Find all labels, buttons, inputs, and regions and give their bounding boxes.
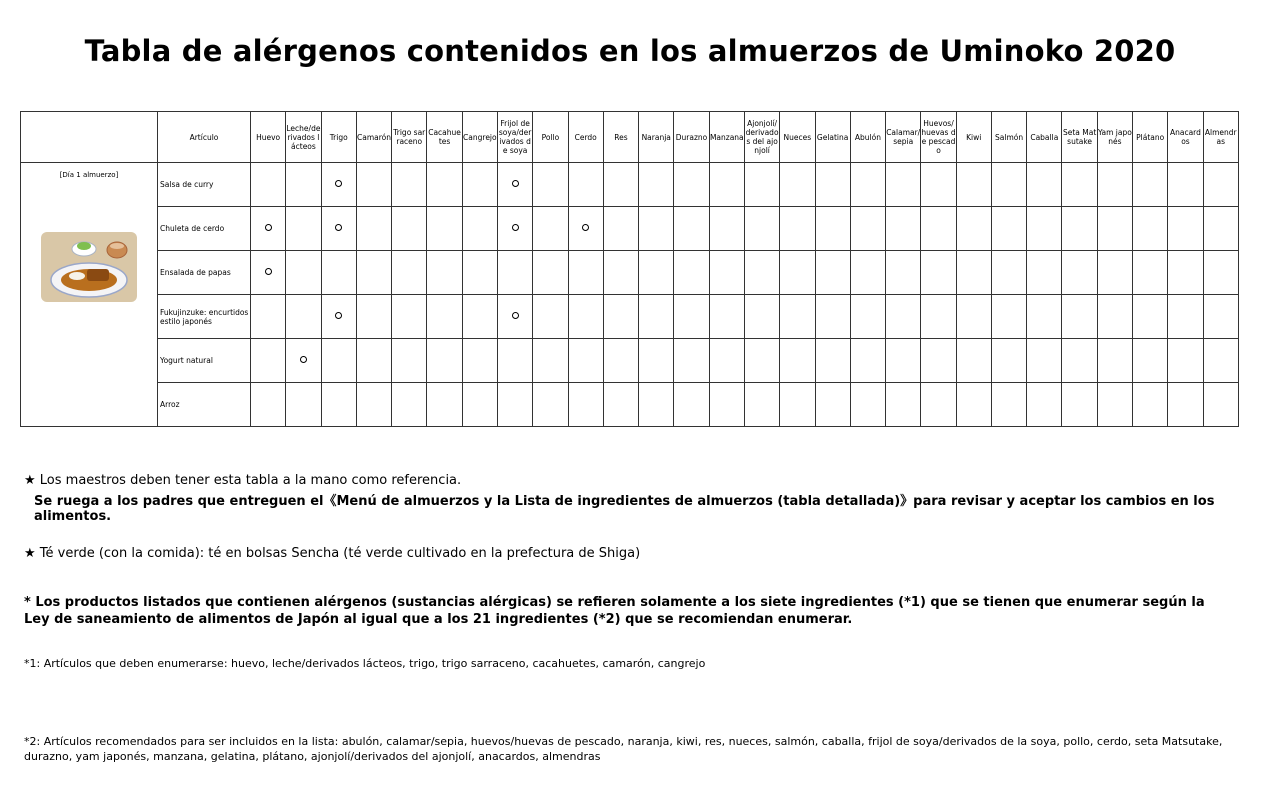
allergen-cell [1062,207,1097,251]
allergen-cell [1097,383,1132,427]
allergen-cell [991,295,1026,339]
menu-item-name: Ensalada de papas [158,251,251,295]
allergen-cell [286,339,321,383]
allergen-cell [639,339,674,383]
allergen-cell [1168,295,1203,339]
reference-note: ★ Los maestros deben tener esta tabla a la mano como referencia. [24,473,462,488]
allergen-cell [251,383,286,427]
allergen-cell [603,163,638,207]
allergen-header-25: Plátano [1133,112,1168,163]
allergen-header-24: Yam japonés [1097,112,1132,163]
green-tea-note: ★ Té verde (con la comida): té en bolsas Sencha (té verde cultivado en la prefectura de Shiga) [24,546,641,561]
page-title: Tabla de alérgenos contenidos en los almuerzos de Uminoko 2020 [84,34,1176,68]
allergen-cell [533,383,568,427]
allergen-header-5: Cacahuetes [427,112,462,163]
allergen-header-2: Trigo [321,112,356,163]
allergen-cell [709,295,744,339]
allergen-cell [356,207,391,251]
allergen-header-9: Cerdo [568,112,603,163]
allergen-cell [1027,295,1062,339]
allergen-cell [850,383,885,427]
allergen-cell [356,383,391,427]
allergen-cell [674,163,709,207]
table-row [21,295,1239,339]
allergen-cell [991,339,1026,383]
allergen-cell [1203,207,1238,251]
allergen-cell [462,251,497,295]
recommended-items-note: *2: Artículos recomendados para ser incluidos en la lista: abulón, calamar/sepia, huevos/huevas de pescado, naranja, kiwi, res, nueces, salmón, caballa, frijol de soya/derivados de la soya, pollo, cerdo, seta Matsutake, durazno, yam japonés, manzana, gelatina, plátano, ajonjolí/derivados del ajonjolí, anacardos, almendras [24,735,1223,763]
allergen-cell [286,383,321,427]
allergen-cell [1062,383,1097,427]
allergen-cell [533,163,568,207]
allergen-cell [1062,163,1097,207]
allergen-cell [709,163,744,207]
allergen-cell [1203,383,1238,427]
allergen-cell [780,163,815,207]
allergen-header-17: Abulón [850,112,885,163]
allergen-cell [639,207,674,251]
allergen-cell [1027,207,1062,251]
allergen-cell [850,251,885,295]
allergen-cell [886,295,921,339]
allergen-cell [780,207,815,251]
allergen-cell [533,207,568,251]
allergen-cell [603,251,638,295]
allergen-header-21: Salmón [991,112,1026,163]
allergen-cell [886,163,921,207]
allergen-cell [886,251,921,295]
allergen-cell [568,251,603,295]
allergen-cell [497,383,532,427]
allergen-header-0: Huevo [251,112,286,163]
allergen-cell [603,295,638,339]
allergen-cell [815,295,850,339]
allergen-cell [744,339,779,383]
allergen-cell [921,251,956,295]
allergen-cell [1168,251,1203,295]
allergen-header-10: Res [603,112,638,163]
allergen-cell [991,207,1026,251]
contains-mark-icon [335,180,342,187]
allergen-header-7: Frijol de soya/derivados de soya [497,112,532,163]
allergen-cell [356,295,391,339]
allergen-cell [674,339,709,383]
allergen-cell [356,251,391,295]
allergen-cell [1027,383,1062,427]
allergen-cell [427,251,462,295]
allergen-cell [568,207,603,251]
allergen-cell [321,383,356,427]
allergen-cell [709,339,744,383]
allergen-cell [850,207,885,251]
contains-mark-icon [512,224,519,231]
allergen-cell [1062,295,1097,339]
allergen-cell [921,207,956,251]
allergen-cell [639,251,674,295]
allergen-cell [815,339,850,383]
allergen-cell [709,207,744,251]
allergen-cell [780,383,815,427]
allergen-cell [956,251,991,295]
table-row [21,339,1239,383]
mandatory-items-note: *1: Artículos que deben enumerarse: huevo, leche/derivados lácteos, trigo, trigo sarraceno, cacahuetes, camarón, cangrejo [24,657,706,670]
allergen-cell [427,207,462,251]
day-cell [21,163,158,427]
allergen-cell [462,163,497,207]
allergen-cell [815,251,850,295]
allergen-cell [286,251,321,295]
allergen-cell [956,383,991,427]
allergen-header-13: Manzana [709,112,744,163]
allergen-cell [639,383,674,427]
allergen-cell [744,295,779,339]
allergen-cell [850,163,885,207]
allergen-cell [603,383,638,427]
contains-mark-icon [265,224,272,231]
allergen-cell [956,163,991,207]
allergen-cell [815,163,850,207]
allergen-cell [568,383,603,427]
allergen-cell [991,163,1026,207]
table-row [21,163,1239,207]
allergen-cell [1133,251,1168,295]
allergen-cell [533,339,568,383]
allergen-cell [462,207,497,251]
allergen-cell [251,295,286,339]
allergen-cell [533,295,568,339]
allergen-header-22: Caballa [1027,112,1062,163]
allergen-cell [1027,163,1062,207]
allergen-cell [956,295,991,339]
contains-mark-icon [265,268,272,275]
allergen-cell [321,251,356,295]
allergen-cell [744,207,779,251]
allergen-cell [921,295,956,339]
allergen-header-26: Anacardos [1168,112,1203,163]
allergen-cell [674,383,709,427]
allergen-header-16: Gelatina [815,112,850,163]
allergen-header-12: Durazno [674,112,709,163]
contains-mark-icon [335,312,342,319]
allergen-cell [392,383,427,427]
allergen-cell [1133,163,1168,207]
contains-mark-icon [335,224,342,231]
menu-item-name: Chuleta de cerdo [158,207,251,251]
allergen-cell [497,295,532,339]
allergen-cell [356,163,391,207]
table-row [21,383,1239,427]
allergen-cell [462,383,497,427]
allergen-cell [1203,295,1238,339]
allergen-cell [639,163,674,207]
allergen-cell [956,207,991,251]
allergen-cell [321,339,356,383]
allergen-cell [1027,339,1062,383]
allergen-cell [815,207,850,251]
allergen-cell [886,339,921,383]
day-label: [Día 1 almuerzo] [59,171,119,179]
allergen-cell [850,295,885,339]
allergen-cell [568,163,603,207]
allergen-cell [321,163,356,207]
allergen-cell [286,163,321,207]
allergen-cell [639,295,674,339]
allergen-cell [956,339,991,383]
allergen-cell [1097,295,1132,339]
allergen-cell [815,383,850,427]
allergen-cell [780,339,815,383]
allergen-cell [1027,251,1062,295]
allergen-cell [568,295,603,339]
menu-item-name: Fukujinzuke: encurtidos estilo japonés [158,295,251,339]
corner-cell [21,112,158,163]
table-row [21,207,1239,251]
allergen-cell [886,207,921,251]
allergen-cell [1203,163,1238,207]
allergen-cell [921,339,956,383]
allergen-cell [1133,339,1168,383]
allergen-cell [850,339,885,383]
allergen-cell [1097,339,1132,383]
allergen-header-23: Seta Matsutake [1062,112,1097,163]
allergen-header-19: Huevos/huevas de pescado [921,112,956,163]
contains-mark-icon [512,312,519,319]
allergen-cell [1097,251,1132,295]
allergen-law-note: * Los productos listados que contienen alérgenos (sustancias alérgicas) se refieren solamente a los siete ingredientes (*1) que se tienen que enumerar según la Ley de saneamiento de alimentos de Japón al igual que a los 21 ingredientes (*2) que se recomiendan enumerar. [24,595,1205,627]
allergen-cell [1097,163,1132,207]
allergen-cell [674,207,709,251]
allergen-header-18: Calamar/sepia [886,112,921,163]
parents-request-note: Se ruega a los padres que entreguen el《Menú de almuerzos y la Lista de ingredientes de almuerzos (tabla detallada)》para revisar y aceptar los cambios en los alimentos. [34,494,1215,524]
allergen-cell [744,251,779,295]
allergen-cell [321,295,356,339]
allergen-cell [356,339,391,383]
allergen-cell [780,251,815,295]
table-row [21,251,1239,295]
allergen-cell [497,207,532,251]
allergen-cell [462,295,497,339]
contains-mark-icon [582,224,589,231]
allergen-cell [991,383,1026,427]
allergen-cell [286,207,321,251]
allergen-cell [744,163,779,207]
item-column-header: Artículo [158,112,251,163]
allergen-header-14: Ajonjolí/derivados del ajonjolí [744,112,779,163]
allergen-cell [886,383,921,427]
menu-item-name: Salsa de curry [158,163,251,207]
allergen-cell [921,383,956,427]
allergen-cell [1168,383,1203,427]
allergen-cell [1133,207,1168,251]
allergen-cell [392,251,427,295]
allergen-header-1: Leche/derivados lácteos [286,112,321,163]
allergen-cell [1062,339,1097,383]
allergen-cell [1097,207,1132,251]
allergen-cell [427,383,462,427]
allergen-cell [1203,339,1238,383]
allergen-cell [251,339,286,383]
allergen-cell [1133,383,1168,427]
allergen-cell [497,163,532,207]
allergen-cell [780,295,815,339]
allergen-cell [392,207,427,251]
allergen-cell [427,295,462,339]
allergen-cell [1062,251,1097,295]
allergen-cell [709,251,744,295]
allergen-cell [427,339,462,383]
allergen-cell [603,339,638,383]
allergen-cell [674,251,709,295]
table-header-row [21,112,1239,163]
allergen-cell [321,207,356,251]
menu-item-name: Yogurt natural [158,339,251,383]
allergen-header-27: Almendras [1203,112,1238,163]
allergen-cell [251,207,286,251]
allergen-cell [991,251,1026,295]
allergen-cell [427,163,462,207]
allergen-cell [1133,295,1168,339]
menu-item-name: Arroz [158,383,251,427]
allergen-header-15: Nueces [780,112,815,163]
allergen-header-20: Kiwi [956,112,991,163]
allergen-cell [251,251,286,295]
allergen-cell [392,339,427,383]
allergen-cell [1168,339,1203,383]
allergen-cell [251,163,286,207]
allergen-header-3: Camarón [356,112,391,163]
allergen-cell [462,339,497,383]
allergen-header-4: Trigo sarraceno [392,112,427,163]
allergen-header-6: Cangrejo [462,112,497,163]
allergen-cell [497,251,532,295]
contains-mark-icon [512,180,519,187]
allergen-cell [392,295,427,339]
allergen-table [20,111,1239,427]
allergen-cell [533,251,568,295]
allergen-cell [1168,207,1203,251]
allergen-cell [674,295,709,339]
allergen-header-11: Naranja [639,112,674,163]
allergen-cell [1168,163,1203,207]
allergen-cell [1203,251,1238,295]
allergen-cell [603,207,638,251]
contains-mark-icon [300,356,307,363]
allergen-cell [497,339,532,383]
allergen-cell [392,163,427,207]
allergen-header-8: Pollo [533,112,568,163]
allergen-cell [568,339,603,383]
allergen-cell [744,383,779,427]
allergen-cell [921,163,956,207]
meal-photo [41,232,137,302]
allergen-cell [709,383,744,427]
allergen-cell [286,295,321,339]
